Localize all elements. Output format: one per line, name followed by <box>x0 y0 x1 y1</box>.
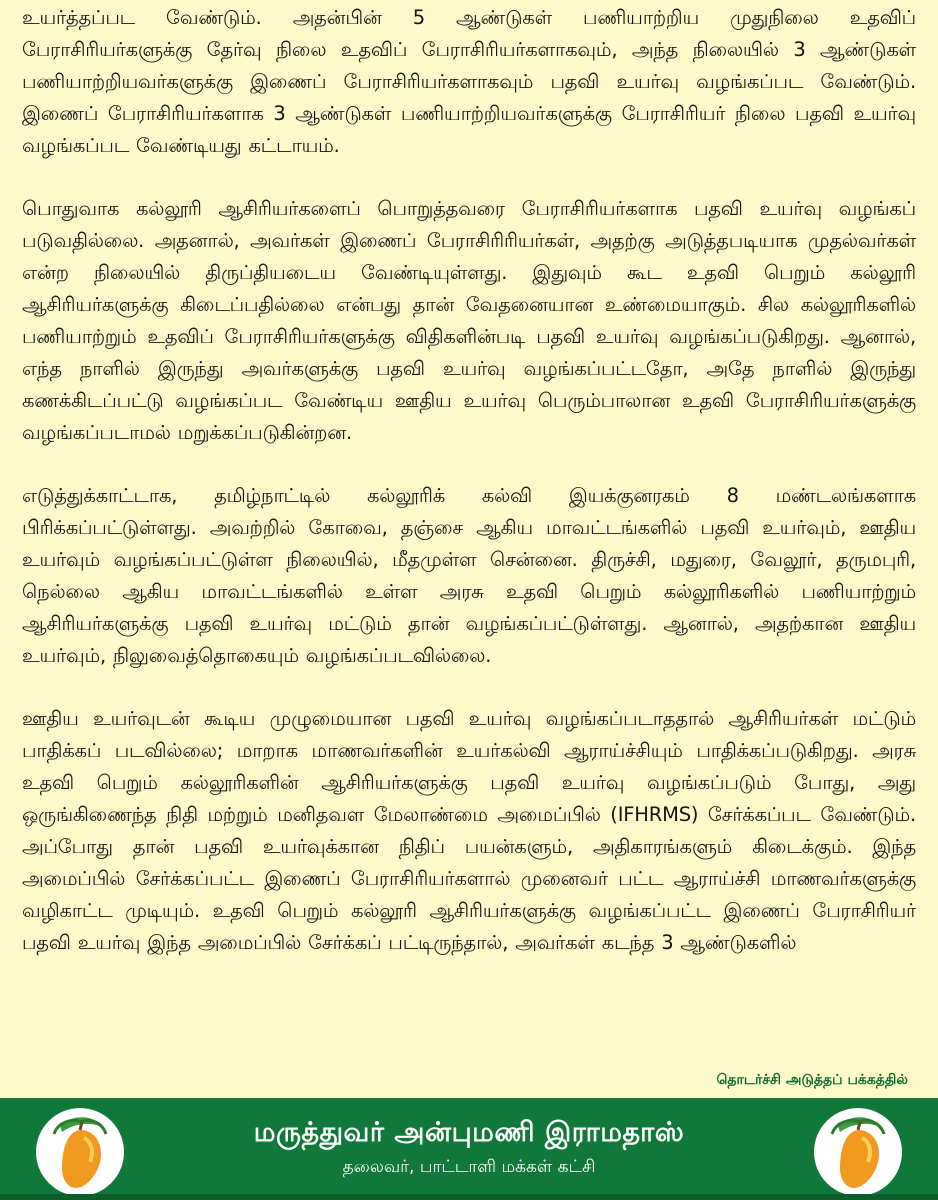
mango-icon <box>32 1104 128 1200</box>
paragraph-1: உயர்த்தப்பட வேண்டும். அதன்பின் 5 ஆண்டுகள் பணியாற்றிய முதுநிலை உதவிப் பேராசிரியர்களுக்கு தேர்வு நிலை உதவிப் பேராசிரியர்களாகவும், அந்த நிலையில் 3 ஆண்டுகள் பணியாற்றியவர்களுக்கு இணைப் பேராசிரியர்களாகவும் பதவி உயர்வு வழங்கப்பட வேண்டும். இணைப் பேராசிரியர்களாக 3 ஆண்டுகள் பணியாற்றியவர்களுக்கு பேராசிரியர் நிலை பதவி உயர்வு வழங்கப்பட வேண்டியது கட்டாயம். <box>22 6 916 157</box>
leader-name: மருத்துவர் அன்புமணி இராமதாஸ் <box>253 1117 685 1148</box>
paragraph-3: எடுத்துக்காட்டாக, தமிழ்நாட்டில் கல்லூரிக் கல்வி இயக்குனரகம் 8 மண்டலங்களாக பிரிக்கப்பட்டுள்ளது. அவற்றில் கோவை, தஞ்சை ஆகிய மாவட்டங்களில் பதவி உயர்வும், ஊதிய உயர்வும் வழங்கப்பட்டுள்ள நிலையில், மீதமுள்ள சென்னை. திருச்சி, மதுரை, வேலூர், தருமபுரி, நெல்லை ஆகிய மாவட்டங்களில் உள்ள அரசு உதவி பெறும் கல்லூரிகளில் பணியாற்றும் ஆசிரியர்களுக்கு பதவி உயர்வு மட்டும் தான் வழங்கப்பட்டுள்ளது. ஆனால், அதற்கான ஊதிய உயர்வும், நிலுவைத்தொகையும் வழங்கப்படவில்லை. <box>22 484 916 667</box>
mango-icon <box>810 1104 906 1200</box>
footer-bottom-strip <box>0 1194 938 1200</box>
continued-next-page-note: தொடர்ச்சி அடுத்தப் பக்கத்தில் <box>716 1072 908 1088</box>
leader-title: தலைவர், பாட்டாளி மக்கள் கட்சி <box>342 1157 596 1177</box>
paragraph-4: ஊதிய உயர்வுடன் கூடிய முழுமையான பதவி உயர்வு வழங்கப்படாததால் ஆசிரியர்கள் மட்டும் பாதிக்கப் படவில்லை; மாறாக மாணவர்களின் உயர்கல்வி ஆராய்ச்சியும் பாதிக்கப்படுகிறது. அரசு உதவி பெறும் கல்லூரிகளின் ஆசிரியர்களுக்கு பதவி உயர்வு வழங்கப்படும் போது, அது ஒருங்கிணைந்த நிதி மற்றும் மனிதவள மேலாண்மை அமைப்பில் (IFHRMS) சேர்க்கப்பட வேண்டும். அப்போது தான் பதவி உயர்வுக்கான நிதிப் பயன்களும், அதிகாரங்களும் கிடைக்கும். இந்த அமைப்பில் சேர்க்கப்பட்ட இணைப் பேராசிரியர்களால் முனைவர் பட்ட ஆராய்ச்சி மாணவர்களுக்கு வழிகாட்ட முடியும். உதவி பெறும் கல்லூரி ஆசிரியர்களுக்கு வழங்கப்பட்ட இணைப் பேராசிரியர் பதவி உயர்வு இந்த அமைப்பில் சேர்க்கப் பட்டிருந்தால், அவர்கள் கடந்த 3 ஆண்டுகளில் <box>22 707 916 954</box>
paragraph-2: பொதுவாக கல்லூரி ஆசிரியர்களைப் பொறுத்தவரை பேராசிரியர்களாக பதவி உயர்வு வழங்கப் படுவதில்லை. அதனால், அவர்கள் இணைப் பேராசிரிரியர்கள், அதற்கு அடுத்தபடியாக முதல்வர்கள் என்ற நிலையில் திருப்தியடைய வேண்டியுள்ளது. இதுவும் கூட உதவி பெறும் கல்லூரி ஆசிரியர்களுக்கு கிடைப்பதில்லை என்பது தான் வேதனையான உண்மையாகும். சில கல்லூரிகளில் பணியாற்றும் உதவிப் பேராசிரியர்களுக்கு விதிகளின்படி பதவி உயர்வு வழங்கப்படுகிறது. ஆனால், எந்த நாளில் இருந்து அவர்களுக்கு பதவி உயர்வு வழங்கப்பட்டதோ, அதே நாளில் இருந்து கணக்கிடப்பட்டு வழங்கப்பட வேண்டிய ஊதிய உயர்வு பெரும்பாலான உதவி பேராசிரியர்களுக்கு வழங்கப்படாமல் மறுக்கப்படுகின்றன. <box>22 197 917 444</box>
footer-signature <box>190 1116 748 1180</box>
footer-banner <box>0 1098 938 1200</box>
